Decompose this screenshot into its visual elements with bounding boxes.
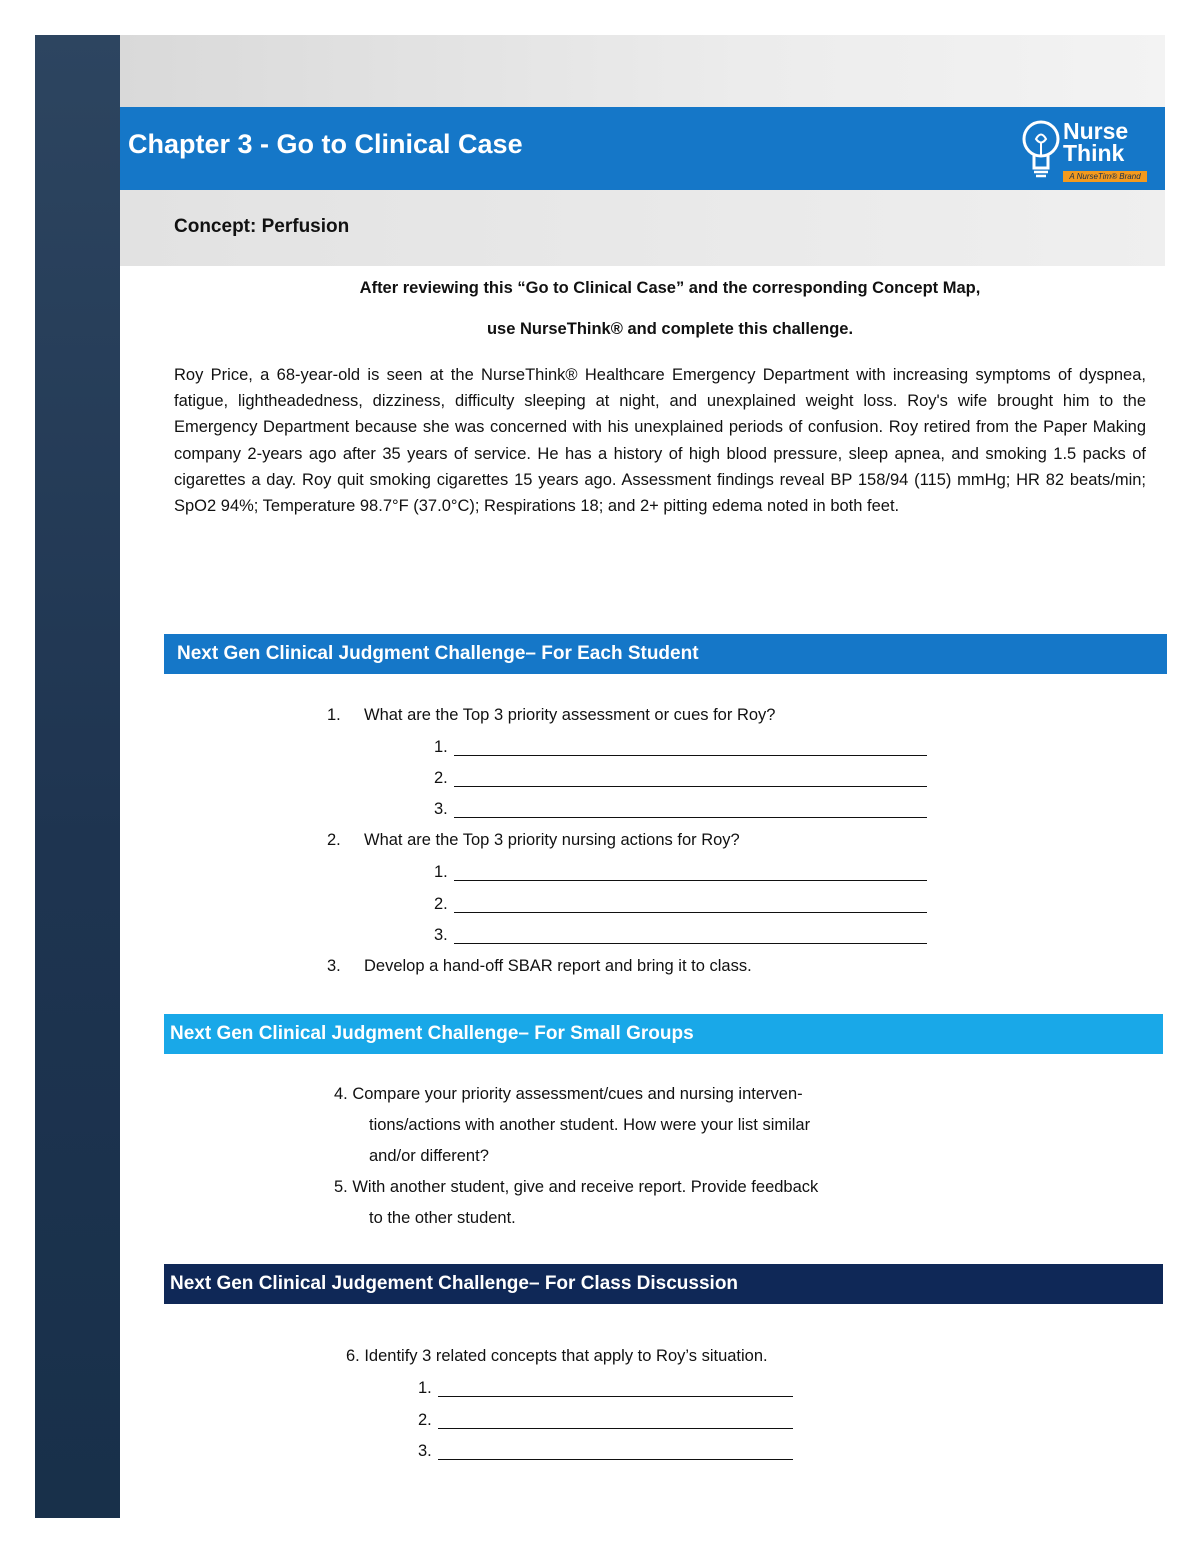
page-title: Chapter 3 - Go to Clinical Case [128, 129, 523, 159]
section-header-each-student [164, 634, 1167, 674]
answer-line[interactable] [438, 1396, 793, 1397]
blank-number: 3. [434, 926, 448, 944]
answer-line[interactable] [454, 786, 927, 787]
title-bar [120, 107, 1165, 190]
concept-label: Concept: Perfusion [174, 216, 350, 237]
answer-blank-q1-3[interactable] [434, 798, 934, 822]
blank-number: 2. [434, 895, 448, 913]
answer-blank-q6-2[interactable] [418, 1409, 798, 1433]
blank-number: 2. [418, 1411, 432, 1429]
section-title: Next Gen Clinical Judgement Challenge– For Class Discussion [170, 1273, 739, 1294]
answer-blank-q6-1[interactable] [418, 1377, 798, 1401]
answer-blank-q2-1[interactable] [434, 861, 934, 885]
section-title: Next Gen Clinical Judgment Challenge– For Each Student [177, 643, 699, 664]
question-5-line-2: to the other student. [369, 1209, 516, 1227]
intro-line-1: After reviewing this “Go to Clinical Case” and the corresponding Concept Map, [359, 279, 981, 297]
question-text: What are the Top 3 priority assessment or cues for Roy? [364, 706, 776, 724]
answer-line[interactable] [454, 755, 927, 756]
answer-blank-q1-2[interactable] [434, 767, 934, 791]
section-header-class-discussion [164, 1264, 1163, 1304]
blank-number: 2. [434, 769, 448, 787]
case-description: Roy Price, a 68-year-old is seen at the NurseThink® Healthcare Emergency Department with increasing symptoms of dyspnea, fatigue, lightheadedness, dizziness, difficulty sleeping at night, and unexplained weight loss. Roy's wife brought him to the Emergency Department because she was concerned with his unexplained periods of confusion. Roy retired from the Paper Making company 2-years ago after 35 years of service. He has a history of high blood pressure, sleep apnea, and smoking 1.5 packs of cigarettes a day. Roy quit smoking cigarettes 15 years ago. Assessment findings reveal BP 158/94 (115) mmHg; HR 82 beats/min; SpO2 94%; Temperature 98.7°F (37.0°C); Respirations 18; and 2+ pitting edema noted in both feet. [174, 366, 1146, 516]
section-title: Next Gen Clinical Judgment Challenge– For Small Groups [170, 1023, 694, 1044]
blank-number: 1. [418, 1379, 432, 1397]
sidebar-band [35, 35, 120, 1518]
blank-number: 1. [434, 738, 448, 756]
blank-number: 3. [434, 800, 448, 818]
section-header-small-groups [164, 1014, 1163, 1054]
question-text: Develop a hand-off SBAR report and bring it to class. [364, 957, 752, 975]
answer-line[interactable] [454, 817, 927, 818]
question-4-line-2: tions/actions with another student. How were your list similar [369, 1116, 811, 1134]
blank-number: 1. [434, 863, 448, 881]
logo-tagline: A NurseTim® Brand [1063, 171, 1147, 182]
answer-line[interactable] [454, 880, 927, 881]
question-number: 3. [327, 957, 341, 975]
answer-line[interactable] [454, 943, 927, 944]
intro-line-2: use NurseThink® and complete this challenge. [486, 320, 854, 338]
answer-line[interactable] [454, 912, 927, 913]
question-5-line-1: 5. With another student, give and receive report. Provide feedback [334, 1178, 819, 1196]
question-2 [327, 829, 927, 851]
question-4-line-1: 4. Compare your priority assessment/cues and nursing interven- [334, 1085, 803, 1103]
blank-number: 3. [418, 1442, 432, 1460]
nursethink-logo [1021, 113, 1153, 185]
lightbulb-icon [1021, 113, 1061, 185]
question-4-line-3: and/or different? [369, 1147, 489, 1165]
answer-line[interactable] [438, 1459, 793, 1460]
header-top-band [120, 35, 1165, 107]
question-number: 1. [327, 706, 341, 724]
answer-blank-q2-2[interactable] [434, 893, 934, 917]
question-text: What are the Top 3 priority nursing actions for Roy? [364, 831, 740, 849]
concept-bar [120, 190, 1165, 266]
answer-blank-q1-1[interactable] [434, 736, 934, 760]
logo-word-nurse: Nurse [1063, 118, 1129, 144]
answer-blank-q2-3[interactable] [434, 924, 934, 948]
question-1 [327, 704, 927, 726]
question-3 [327, 955, 927, 977]
answer-blank-q6-3[interactable] [418, 1440, 798, 1464]
question-6: 6. Identify 3 related concepts that apply to Roy’s situation. [346, 1347, 768, 1365]
answer-line[interactable] [438, 1428, 793, 1429]
logo-word-think: Think [1063, 140, 1125, 166]
question-number: 2. [327, 831, 341, 849]
